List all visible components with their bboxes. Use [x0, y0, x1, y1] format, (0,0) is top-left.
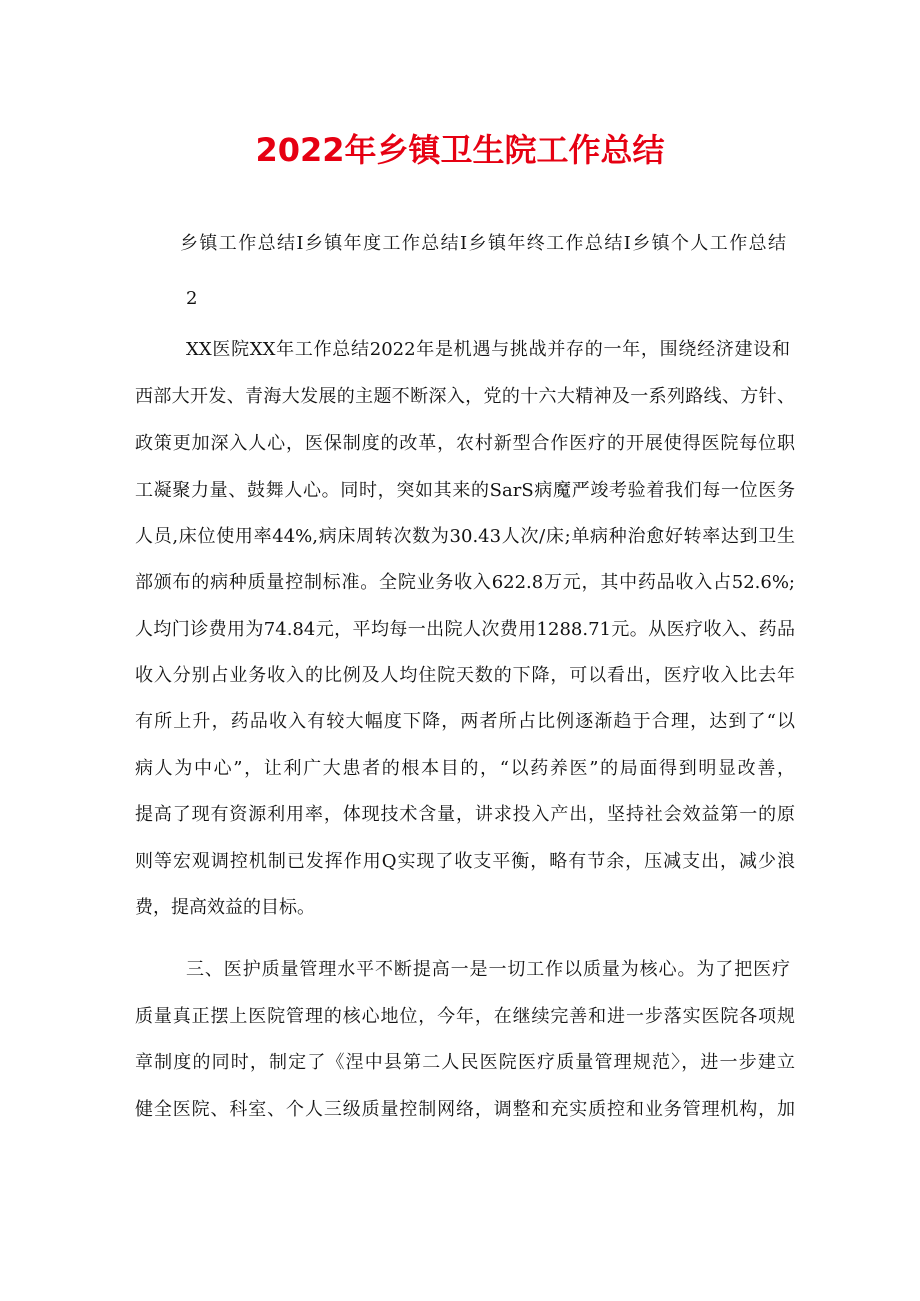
subtitle-line: 乡镇工作总结I乡镇年度工作总结I乡镇年终工作总结I乡镇个人工作总结	[180, 233, 786, 254]
text-line: 提高了现有资源利用率，体现技术含量，讲求投入产出，坚持社会效益第一的原	[135, 804, 795, 825]
text-line: 人均门诊费用为74.84元，平均每一出院人次费用1288.71元。从医疗收入、药品	[135, 619, 795, 640]
section-marker: 2	[186, 288, 198, 309]
text-line: 病人为中心”，让利广大患者的根本目的，“以药养医”的局面得到明显改善，	[135, 758, 795, 779]
text-line: 三、医护质量管理水平不断提高一是一切工作以质量为核心。为了把医疗	[186, 959, 790, 980]
text-line: 则等宏观调控机制已发挥作用Q实现了收支平衡，略有节余，压减支出，减少浪	[135, 851, 795, 872]
text-line: 有所上升，药品收入有较大幅度下降，两者所占比例逐渐趋于合理，达到了“以	[135, 711, 795, 732]
text-line: 部颁布的病种质量控制标准。全院业务收入622.8万元，其中药品收入占52.6%;	[135, 572, 795, 593]
text-line: 政策更加深入人心，医保制度的改革，农村新型合作医疗的开展使得医院每位职	[135, 433, 795, 454]
text-line: 质量真正摆上医院管理的核心地位，今年，在继续完善和进一步落实医院各项规	[135, 1006, 795, 1027]
text-line: 收入分别占业务收入的比例及人均住院天数的下降，可以看出，医疗收入比去年	[135, 665, 795, 686]
text-line: 章制度的同时，制定了《涅中县第二人民医院医疗质量管理规范〉，进一步建立	[135, 1052, 795, 1073]
document-title: 2022年乡镇卫生院工作总结	[255, 131, 665, 169]
text-line: 费，提高效益的目标。	[135, 897, 315, 918]
text-line: 西部大开发、青海大发展的主题不断深入，党的十六大精神及一系列路线、方针、	[135, 386, 795, 407]
text-line: 工凝聚力量、鼓舞人心。同时，突如其来的SarS病魔严竣考验着我们每一位医务	[135, 480, 795, 501]
text-line: XX医院XX年工作总结2022年是机遇与挑战并存的一年，围绕经济建设和	[186, 339, 790, 360]
text-line: 健全医院、科室、个人三级质量控制网络，调整和充实质控和业务管理机构，加	[135, 1099, 795, 1120]
text-line: 人员,床位使用率44%,病床周转次数为30.43人次/床;单病种治愈好转率达到卫生	[135, 526, 795, 547]
